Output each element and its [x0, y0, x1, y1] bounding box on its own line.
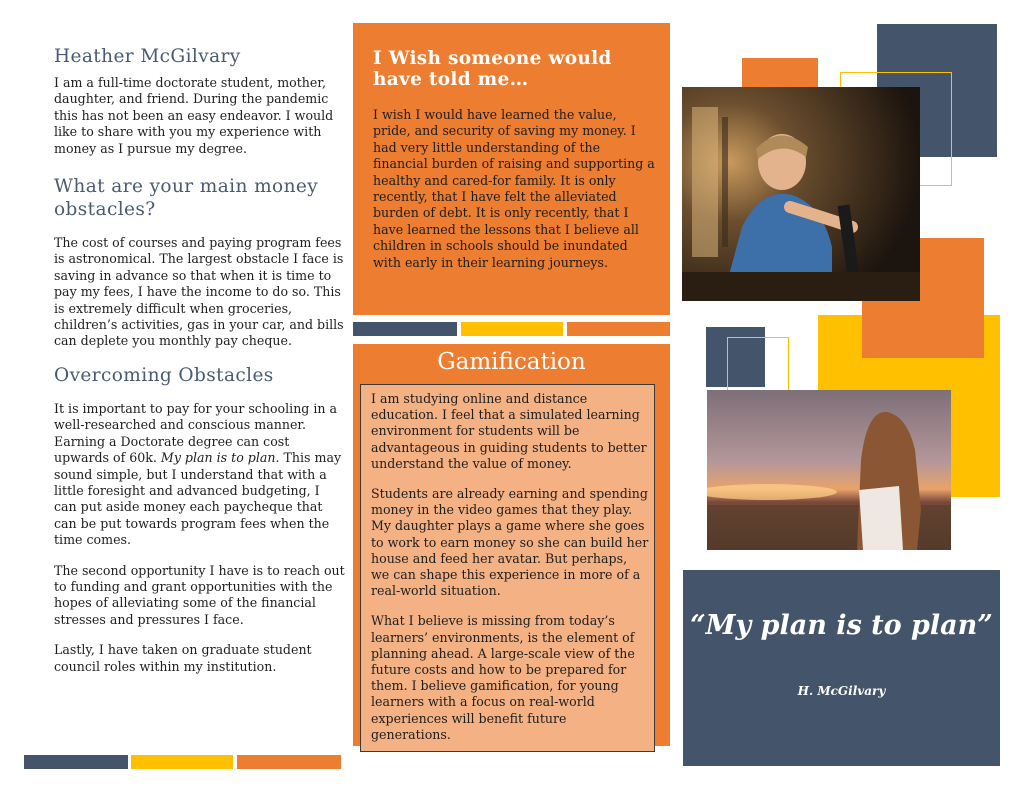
girl-at-sunset-image [707, 390, 951, 550]
boy-with-tablet-image [682, 87, 920, 301]
overcoming-heading: Overcoming Obstacles [54, 364, 274, 386]
intro-paragraph: I am a full-time doctorate student, mother, daughter, and friend. During the pandemic this has not been an easy endeavor. I would like to share with you my experience with money as I pursue my degree. [54, 75, 334, 156]
gamification-paragraph-2: Students are already earning and spending money in the video games that they play. My daughter plays a game where she goes to work to earn money so she can build her house and feed her avatar. But perhaps, we can shape this experience in more of a real-world situation. [371, 486, 649, 599]
wish-heading: I Wish someone would have told me… [373, 48, 612, 90]
overcoming-paragraph-3: Lastly, I have taken on graduate student council roles within my institution. [54, 642, 312, 674]
divider-bar-orange-bottom [237, 755, 341, 769]
obstacles-paragraph: The cost of courses and paying program fees is astronomical. The largest obstacle I face is saving in advance so that when it is time to pay my fees, I have the income to do so. This is extremely difficult when groceries, children’s activities, gas in your car, and bills can deplete you monthly pay cheque. [54, 235, 344, 349]
deco-outline-small [727, 337, 789, 395]
overcoming-p1-text: It is important to pay for your schooling in a well-researched and conscious manner. Earning a Doctorate degree can cost upwards of 60k. [54, 400, 338, 466]
overcoming-p1-emphasis: My plan is to plan. [160, 450, 280, 466]
girl-at-sunset-photo [707, 390, 951, 550]
left-column [54, 46, 346, 689]
gamification-paragraph-1: I am studying online and distance education. I feel that a simulated learning environment for students will be advantageous in guiding students to better understand the value of money. [371, 391, 647, 471]
overcoming-paragraph-2: The second opportunity I have is to reach out to funding and grant opportunities with the hopes of alleviating some of the financial stresses and pressures I face. [54, 562, 345, 627]
quote-panel [683, 570, 1000, 766]
gamification-paragraph-3: What I believe is missing from today’s learners’ environments, is the element of planning ahead. A large-scale view of the future costs and how to be prepared for them. I believe gamification, for young learners with a focus on real-world experiences will benefit future generations. [371, 613, 635, 742]
divider-bar-navy-middle [353, 322, 457, 336]
divider-bar-navy-bottom [24, 755, 128, 769]
quote-author: H. McGilvary [797, 684, 886, 698]
gamification-heading: Gamification [437, 349, 586, 375]
gamification-text-box [360, 384, 655, 752]
obstacles-heading: What are your main money obstacles? [54, 176, 319, 221]
wish-panel [353, 23, 670, 315]
divider-bar-orange-middle [567, 322, 670, 336]
wish-paragraph: I wish I would have learned the value, pride, and security of saving my money. I had very little understanding of the financial burden of raising and supporting a healthy and cared-for family. It is only recently, that I have felt the alleviated burden of debt. It is only recently, that I have learned the lessons that I believe all children in schools should be inundated with early in their learning journeys. [373, 107, 655, 270]
overcoming-paragraph-1 [54, 401, 346, 549]
divider-bar-gold-bottom [131, 755, 233, 769]
boy-with-tablet-photo [682, 87, 920, 301]
pull-quote: “My plan is to plan” [690, 610, 993, 641]
divider-bar-gold-middle [461, 322, 563, 336]
author-name-heading: Heather McGilvary [54, 46, 241, 67]
overcoming-p1-text-end: This may sound simple, but I understand that with a little foresight and advanced budgeting, I can put aside money each paycheque that can be put towards program fees when the time comes. [54, 450, 342, 548]
